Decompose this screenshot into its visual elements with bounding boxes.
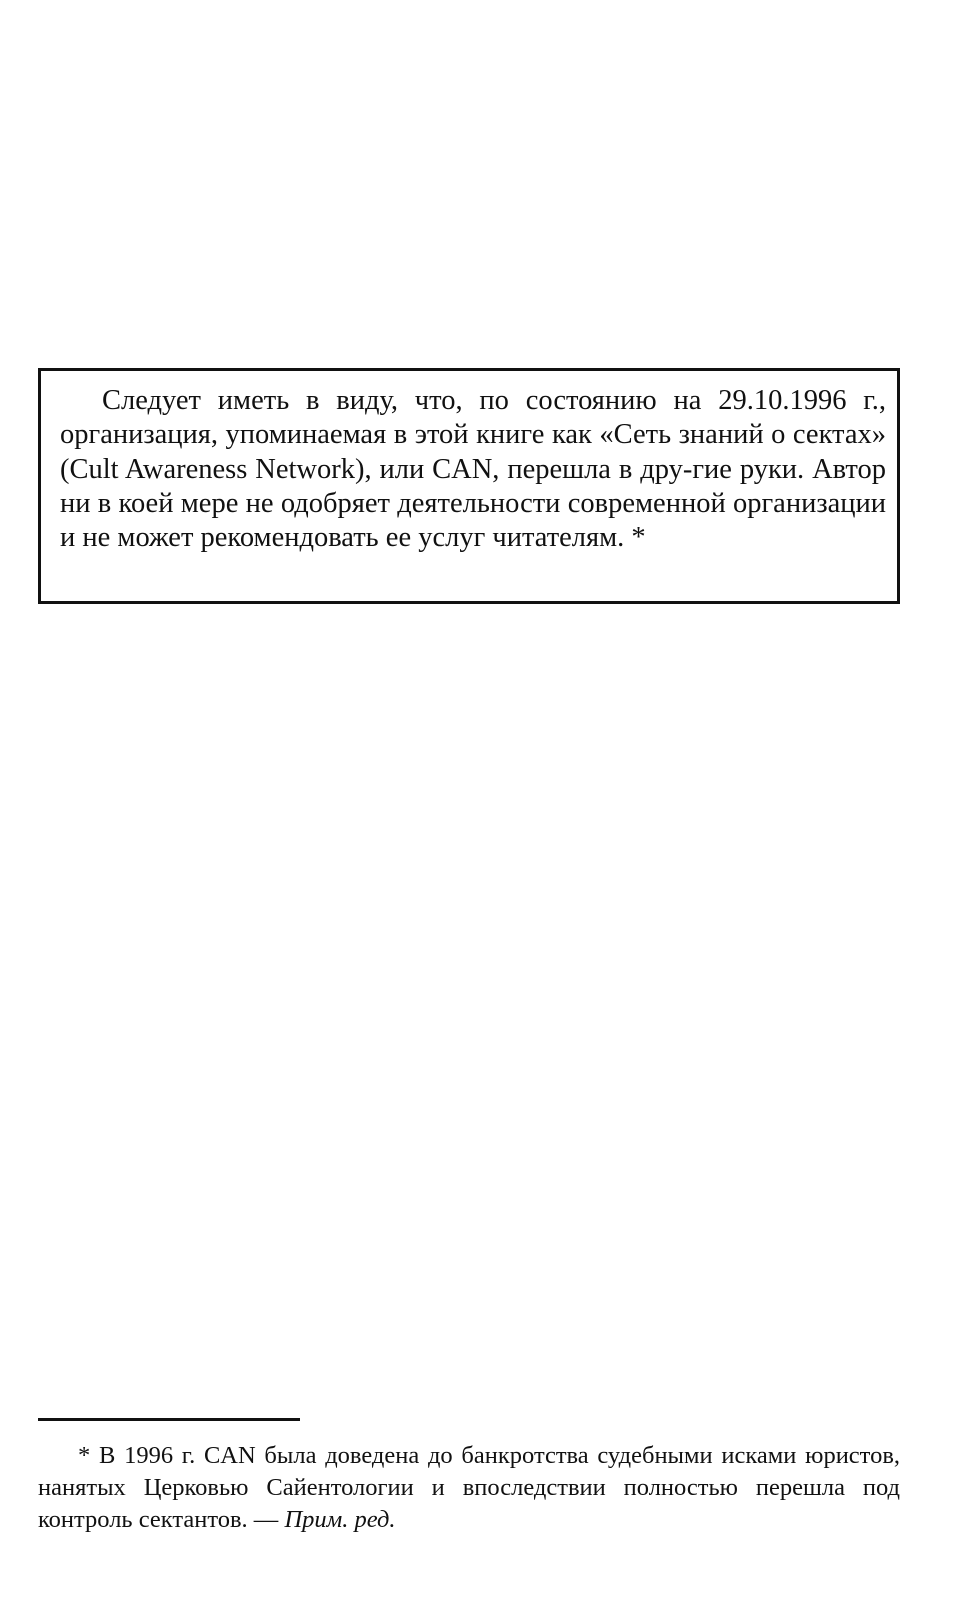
footnote-line: перешла под контроль сектантов. — — [38, 1474, 901, 1533]
notice-line: гие руки. Автор ни в коей мере не одобряет деятельности — [60, 453, 886, 519]
notice-line: сектах» (Cult Awareness Network), или CAN, перешла в дру- — [60, 419, 886, 485]
notice-box — [38, 368, 900, 604]
notice-line: организация, упоминаемая в этой книге как «Сеть знаний о — [60, 419, 786, 451]
footnote-attribution: Прим. ред. — [284, 1506, 396, 1533]
notice-line: читателям. * — [492, 522, 646, 554]
notice-line: Следует иметь в виду, что, по состоянию на 29.10.1996 г., — [102, 385, 886, 416]
notice-line: современной организации и не может рекомендовать ее услуг — [60, 487, 887, 554]
footnote-divider — [38, 1418, 300, 1421]
footnote — [38, 1440, 900, 1536]
footnote-line: * В 1996 г. CAN была доведена до банкротства судебными исками — [78, 1442, 797, 1469]
footnote-line: юристов, нанятых Церковью Сайентологии и впоследствии полностью — [38, 1442, 901, 1501]
notice-paragraph — [60, 384, 886, 555]
